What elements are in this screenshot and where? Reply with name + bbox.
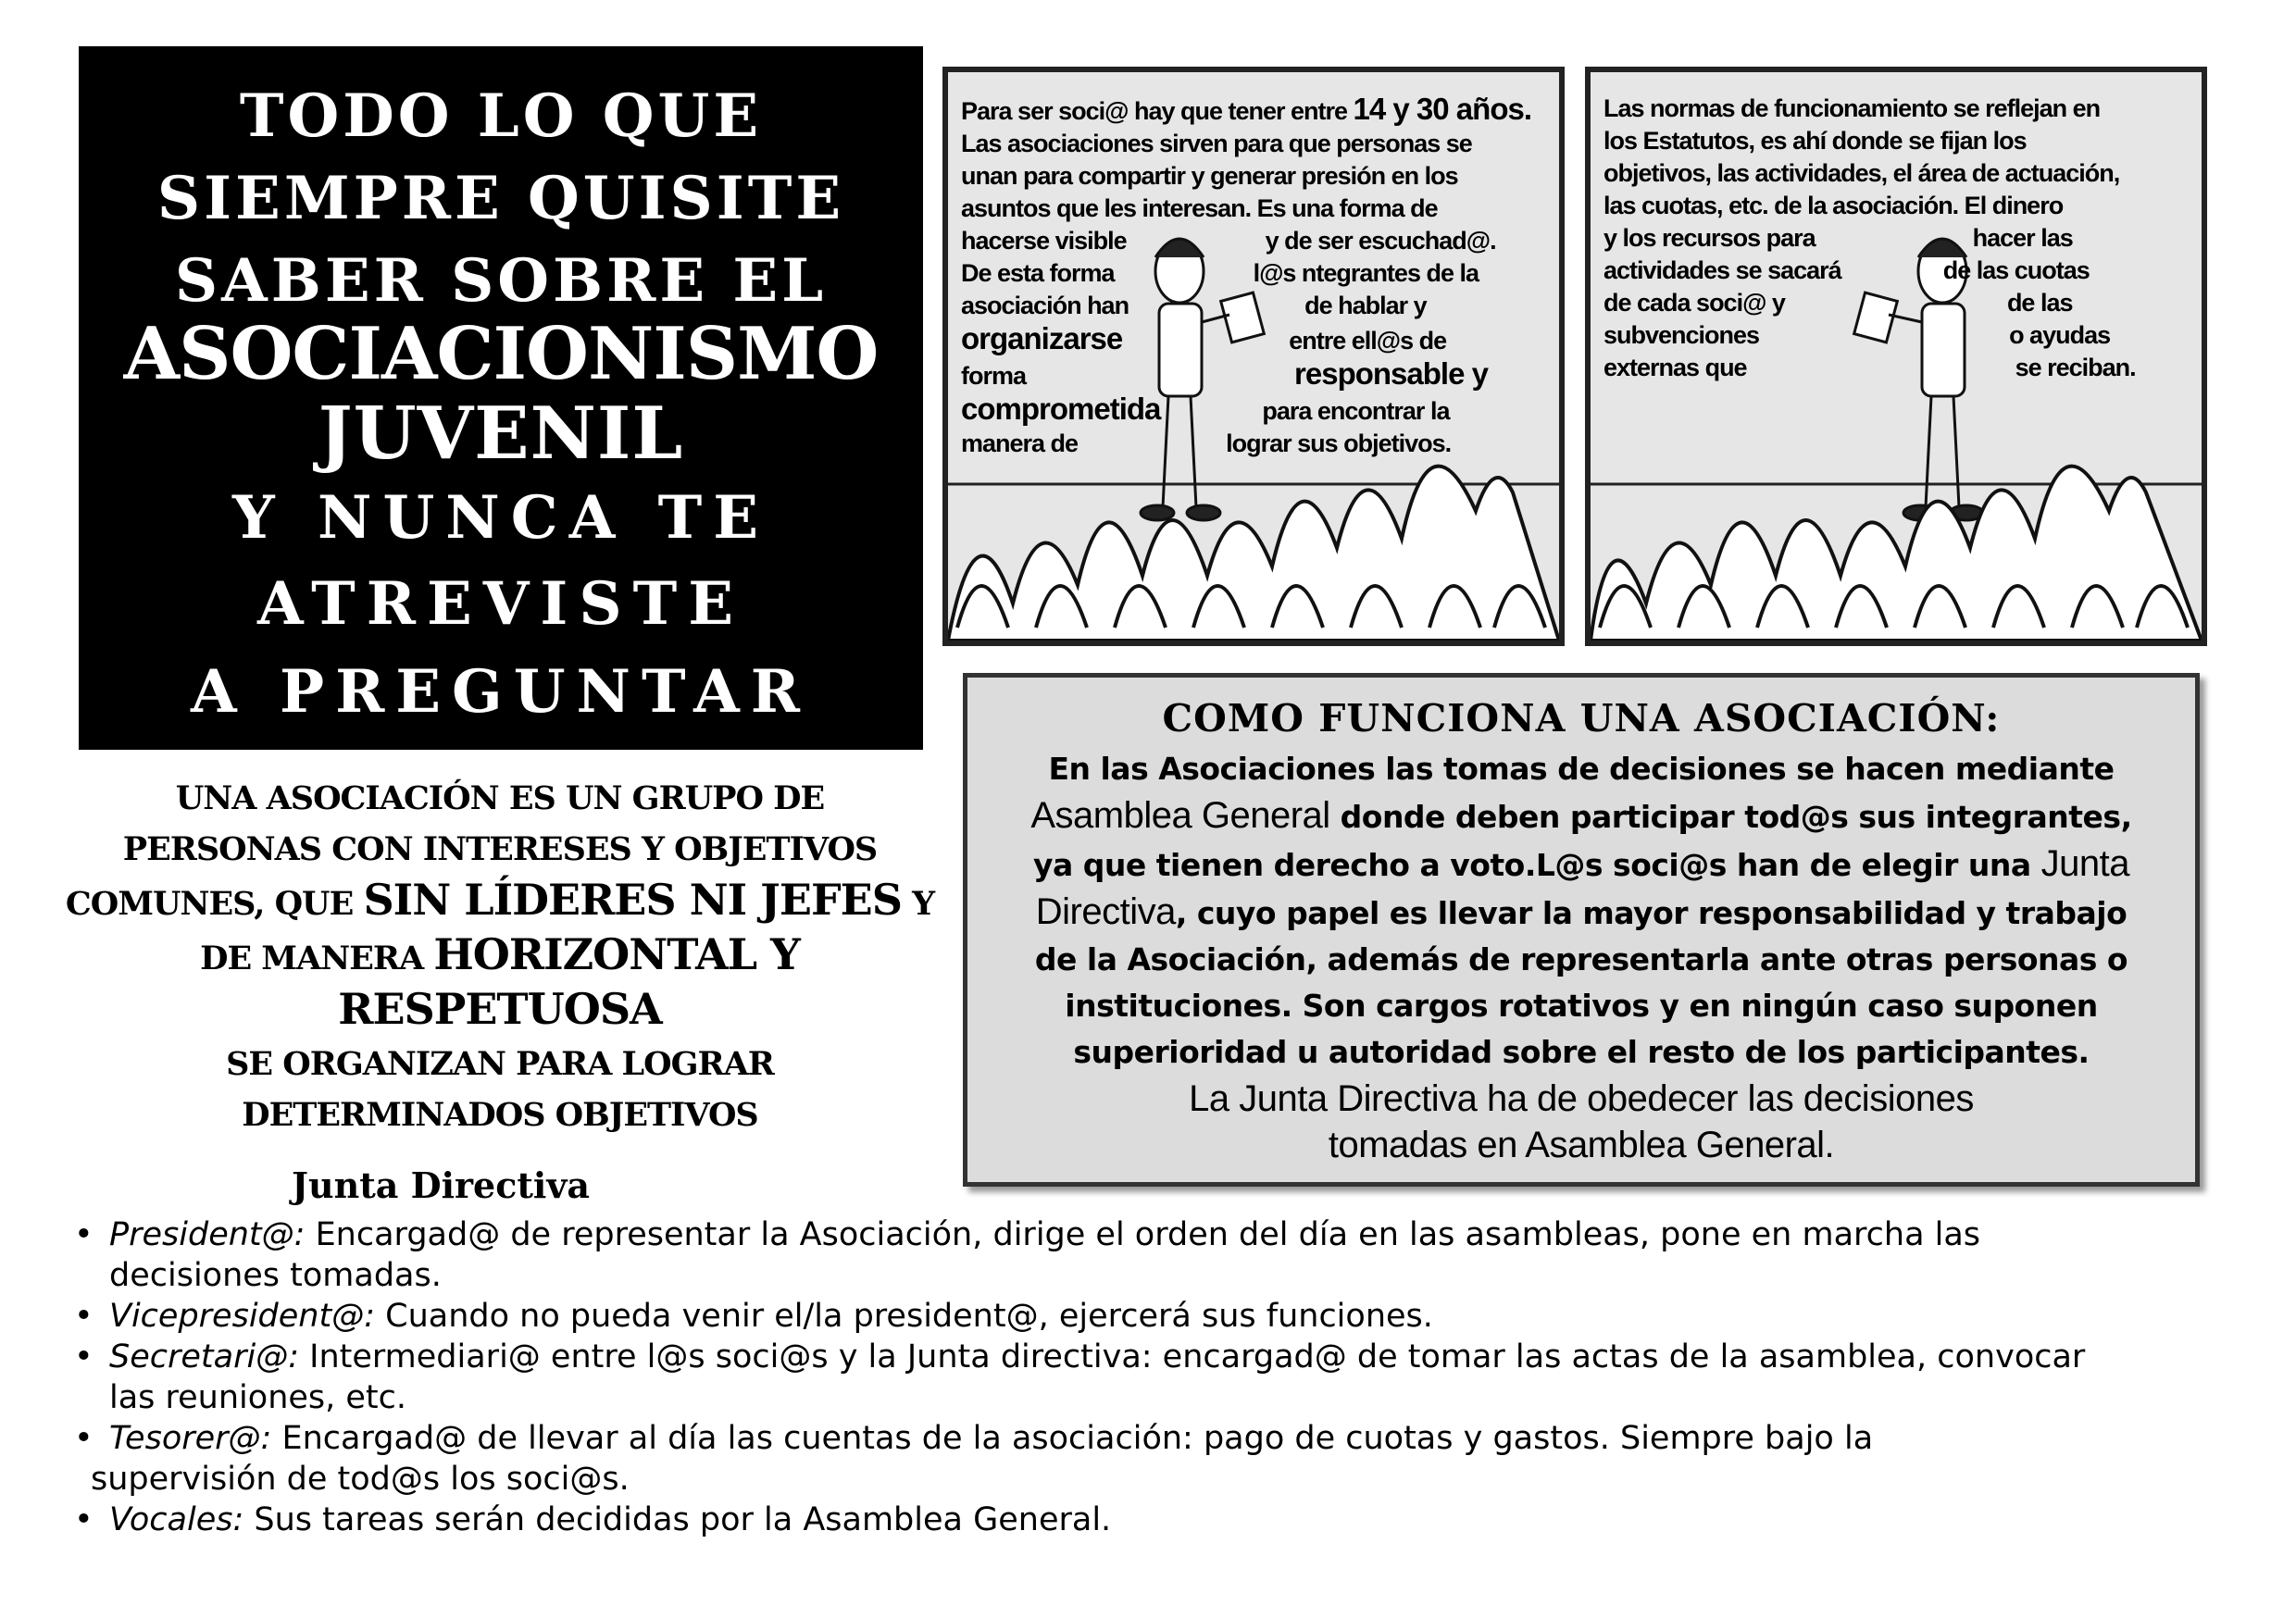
panel-line: los Estatutos, es ahí donde se fijan los: [1603, 127, 2027, 155]
bullet-icon: •: [74, 1216, 94, 1253]
title-line: JUVENIL: [318, 392, 684, 476]
comic-panel-statutes: [1585, 67, 2207, 646]
junta-title: Junta Directiva: [292, 1164, 591, 1206]
panel-line: de cada soci@ y de las: [1603, 289, 2073, 317]
bullet-icon: •: [74, 1420, 94, 1457]
bullet-icon: •: [74, 1298, 94, 1335]
how-line: Directiva, cuyo papel es llevar la mayor responsabilidad y trabajo: [1035, 891, 2128, 932]
how-body: [967, 746, 2195, 1168]
how-line: de la Asociación, además de representarla ante otras personas o: [1034, 941, 2128, 977]
title-line: SIEMPRE QUISITE: [156, 164, 845, 233]
how-it-works-box: [963, 673, 2200, 1187]
role-name: Secretari@:: [109, 1338, 299, 1375]
definition-line: COMUNES, QUE SIN LÍDERES NI JEFES Y: [65, 875, 935, 925]
how-title: COMO FUNCIONA UNA ASOCIACIÓN:: [1162, 696, 2001, 741]
definition-line: DETERMINADOS OBJETIVOS: [242, 1096, 758, 1134]
role-desc: Sus tareas serán decididas por la Asamblea General.: [243, 1501, 1112, 1538]
panel-line: hacerse visible y de ser escuchad@.: [961, 227, 1496, 255]
title-line: Y NUNCA TE: [231, 483, 770, 553]
panel-line: y los recursos para hacer las: [1603, 224, 2073, 252]
panel-text: [1603, 93, 2194, 384]
association-definition: [51, 773, 949, 1140]
how-line: La Junta Directiva ha de obedecer las decisiones: [1189, 1078, 1974, 1119]
title-line: A PREGUNTAR: [191, 657, 811, 727]
how-line: En las Asociaciones las tomas de decisiones se hacen mediante: [1048, 751, 2115, 787]
role-name: Vicepresident@:: [109, 1298, 375, 1335]
role-president: [65, 1214, 2250, 1296]
roles-list: [65, 1214, 2250, 1540]
panel-line: subvenciones o ayudas: [1603, 321, 2111, 349]
panel-line: Para ser soci@ hay que tener entre 14 y 30 años.: [961, 92, 1531, 126]
role-vicepresident: [65, 1296, 2250, 1337]
panel-line: objetivos, las actividades, el área de actuación,: [1603, 159, 2120, 187]
panel-line: comprometida para encontrar la: [961, 392, 1450, 426]
panel-line: asuntos que les interesan. Es una forma de: [961, 194, 1438, 222]
panel-line: forma responsable y: [961, 356, 1488, 391]
role-treasurer: [65, 1418, 2250, 1500]
title-line: TODO LO QUE: [239, 81, 763, 151]
panel-line: actividades se sacará de las cuotas: [1603, 256, 2090, 284]
role-desc: Cuando no pueda venir el/la president@, ejercerá sus funciones.: [375, 1298, 1433, 1335]
panel-line: unan para compartir y generar presión en los: [961, 162, 1458, 190]
how-line: Asamblea General donde deben participar tod@s sus integrantes,: [1030, 795, 2132, 836]
emphasis-text: SIN LÍDERES NI JEFES: [363, 875, 902, 925]
role-name: President@:: [109, 1216, 306, 1253]
how-line: tomadas en Asamblea General.: [1328, 1125, 1835, 1165]
title-line: SABER SOBRE EL: [174, 246, 828, 316]
how-line: instituciones. Son cargos rotativos y en ningún caso suponen: [1065, 988, 2098, 1024]
role-desc: Encargad@ de llevar al día las cuentas de la asociación: pago de cuotas y gastos. Siempre bajo la: [271, 1420, 1874, 1457]
bullet-icon: •: [74, 1338, 94, 1375]
panel-line: manera de lograr sus objetivos.: [961, 429, 1452, 457]
panel-line: asociación han de hablar y: [961, 292, 1427, 319]
how-line: superioridad u autoridad sobre el resto de los participantes.: [1073, 1034, 2090, 1070]
panel-line: organizarse entre ell@s de: [961, 321, 1447, 355]
comic-panel-membership: [942, 67, 1565, 646]
panel-line: las cuotas, etc. de la asociación. El dinero: [1603, 192, 2064, 219]
title-box: [79, 46, 923, 750]
panel-text: [961, 93, 1552, 460]
emphasis-text: HORIZONTAL Y RESPETUOSA: [338, 929, 800, 1034]
definition-line: PERSONAS CON INTERESES Y OBJETIVOS: [122, 830, 878, 868]
panel-line: De esta forma l@s ntegrantes de la: [961, 259, 1479, 287]
role-secretary: [65, 1337, 2250, 1418]
role-desc: Intermediari@ entre l@s soci@s y la Junta directiva: encargad@ de tomar las actas de la asamblea, convocar: [299, 1338, 2086, 1375]
role-desc-cont: las reuniones, etc.: [109, 1379, 407, 1416]
title-line: ATREVISTE: [257, 569, 744, 639]
role-desc-cont: supervisión de tod@s los soci@s.: [91, 1461, 630, 1498]
panel-line: Las normas de funcionamiento se reflejan en: [1603, 94, 2101, 122]
role-desc-cont: decisiones tomadas.: [109, 1257, 442, 1294]
role-desc: Encargad@ de representar la Asociación, dirige el orden del día en las asambleas, pone en marcha las: [305, 1216, 1981, 1253]
panel-line: externas que se reciban.: [1603, 354, 2136, 381]
how-line: ya que tienen derecho a voto.L@s soci@s han de elegir una Junta: [1033, 843, 2129, 884]
role-name: Tesorer@:: [109, 1420, 272, 1457]
role-name: Vocales:: [109, 1501, 244, 1538]
role-vocales: [65, 1500, 2250, 1540]
bullet-icon: •: [74, 1501, 94, 1538]
panel-line: Las asociaciones sirven para que personas se: [961, 130, 1472, 157]
definition-line: DE MANERA HORIZONTAL Y RESPETUOSA: [200, 929, 800, 1034]
definition-line: SE ORGANIZAN PARA LOGRAR: [226, 1045, 774, 1083]
title-line: ASOCIACIONISMO: [123, 312, 879, 396]
definition-line: UNA ASOCIACIÓN ES UN GRUPO DE: [175, 779, 825, 817]
